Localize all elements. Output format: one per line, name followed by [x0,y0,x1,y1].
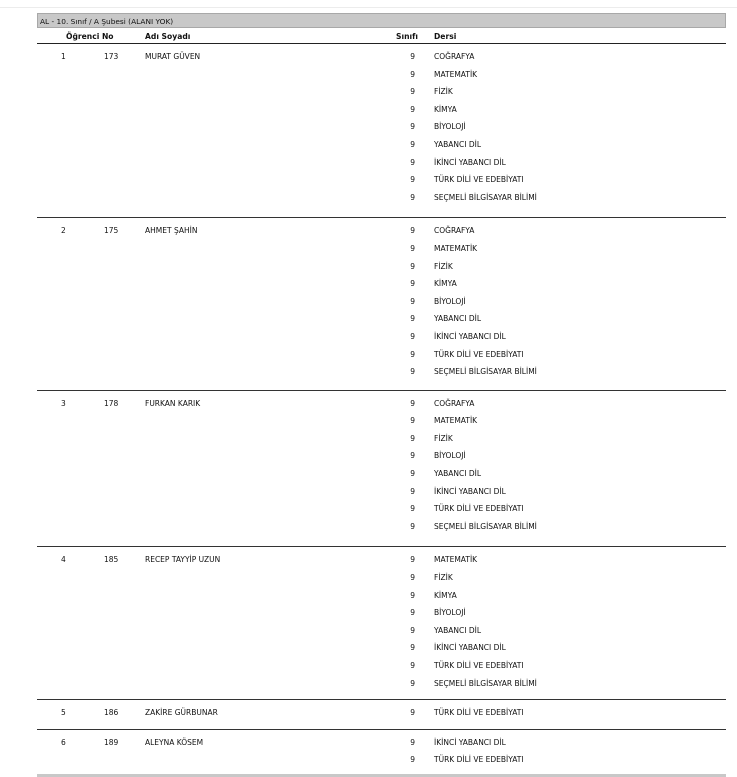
course-grade: 9 [410,643,415,653]
course-grade: 9 [410,104,415,114]
student-index: 6 [61,737,66,747]
course-row [37,703,726,721]
course-grade: 9 [410,590,415,600]
student-number: 186 [104,708,119,718]
course-grade: 9 [410,157,415,167]
student-index: 1 [61,52,66,61]
course-row [37,82,726,100]
course-name: MATEMATİK [434,243,478,253]
course-row [37,621,726,639]
student-number: 175 [104,226,119,236]
course-grade: 9 [410,226,415,236]
course-row [37,362,726,380]
course-row [37,733,726,751]
page-top-edge [0,7,737,8]
course-grade: 9 [410,279,415,289]
course-name: MATEMATİK [434,555,478,565]
course-row [37,446,726,464]
course-grade: 9 [410,573,415,583]
course-name: TÜRK DİLİ VE EDEBİYATI [434,504,524,514]
course-row [37,345,726,363]
student-number: 173 [104,52,119,61]
course-name: FİZİK [434,261,453,271]
course-row [37,117,726,135]
course-grade: 9 [410,433,415,443]
course-grade: 9 [410,367,415,377]
course-name: BİYOLOJİ [434,296,466,306]
course-row [37,327,726,345]
course-name: COĞRAFYA [434,52,475,61]
course-row [37,188,726,206]
course-name: İKİNCİ YABANCI DİL [434,737,506,747]
course-row [37,394,726,412]
course-name: TÜRK DİLİ VE EDEBİYATI [434,755,524,765]
course-row [37,656,726,674]
course-name: İKİNCİ YABANCI DİL [434,331,506,341]
student-index: 3 [61,398,66,408]
course-grade: 9 [410,349,415,359]
course-row [37,100,726,118]
course-list [37,703,726,721]
course-name: TÜRK DİLİ VE EDEBİYATI [434,708,524,718]
course-grade: 9 [410,737,415,747]
course-grade: 9 [410,608,415,618]
student-group [37,547,726,700]
course-row [37,429,726,447]
course-name: TÜRK DİLİ VE EDEBİYATI [434,175,524,185]
course-name: TÜRK DİLİ VE EDEBİYATI [434,661,524,670]
course-name: FİZİK [434,573,453,583]
course-name: İKİNCİ YABANCI DİL [434,643,506,653]
course-grade: 9 [410,243,415,253]
course-grade: 9 [410,192,415,202]
course-name: BİYOLOJİ [434,608,466,618]
course-name: YABANCI DİL [434,469,482,479]
course-name: TÜRK DİLİ VE EDEBİYATI [434,349,524,359]
course-grade: 9 [410,69,415,79]
course-grade: 9 [410,625,415,635]
course-grade: 9 [410,261,415,271]
course-name: YABANCI DİL [434,314,482,324]
student-name: RECEP TAYYİP UZUN [145,555,221,565]
course-grade: 9 [410,661,415,670]
course-list [37,394,726,535]
report-sheet [37,13,726,777]
section-title: AL - 10. Sınıf / A Şubesi (ALANI YOK) [40,17,174,26]
course-list [37,550,726,691]
course-row [37,257,726,275]
course-list [37,733,726,768]
course-grade: 9 [410,504,415,514]
course-row [37,638,726,656]
student-group [37,218,726,390]
course-list [37,221,726,379]
course-grade: 9 [410,755,415,765]
course-name: KİMYA [434,104,457,114]
course-row [37,239,726,257]
course-name: KİMYA [434,279,457,289]
student-number: 189 [104,737,119,747]
student-index: 4 [61,555,66,565]
course-grade: 9 [410,486,415,496]
course-name: YABANCI DİL [434,139,482,149]
course-grade: 9 [410,708,415,718]
course-name: BİYOLOJİ [434,122,466,132]
course-name: FİZİK [434,87,453,97]
course-name: SEÇMELİ BİLGİSAYAR BİLİMİ [434,367,537,377]
course-name: SEÇMELİ BİLGİSAYAR BİLİMİ [434,678,537,688]
header-sinifi: Sınıfı [396,32,418,41]
course-name: KİMYA [434,590,457,600]
course-name: MATEMATİK [434,416,478,426]
course-row [37,482,726,500]
student-name: ZAKİRE GÜRBUNAR [145,708,218,718]
course-row [37,499,726,517]
column-header-row [37,28,726,44]
course-row [37,517,726,535]
header-dersi: Dersi [434,32,457,41]
course-grade: 9 [410,314,415,324]
course-row [37,568,726,586]
course-grade: 9 [410,521,415,531]
course-row [37,309,726,327]
header-adi-soyadi: Adı Soyadı [145,32,191,41]
student-group [37,700,726,730]
course-row [37,750,726,768]
student-name: ALEYNA KÖSEM [145,737,204,747]
course-grade: 9 [410,175,415,185]
course-row [37,292,726,310]
student-name: FURKAN KARIK [145,398,201,408]
student-groups [37,44,726,774]
course-grade: 9 [410,52,415,61]
course-name: MATEMATİK [434,69,478,79]
course-grade: 9 [410,331,415,341]
header-ogrenci-no: Öğrenci No [66,32,114,41]
course-grade: 9 [410,296,415,306]
section-title-bar [37,13,726,28]
student-group [37,730,726,774]
course-grade: 9 [410,469,415,479]
course-row [37,274,726,292]
course-list [37,47,726,205]
student-name: MURAT GÜVEN [145,52,201,61]
course-name: COĞRAFYA [434,226,475,236]
course-name: İKİNCİ YABANCI DİL [434,157,506,167]
course-row [37,221,726,239]
course-name: İKİNCİ YABANCI DİL [434,486,506,496]
course-row [37,153,726,171]
course-name: COĞRAFYA [434,398,475,408]
course-name: FİZİK [434,433,453,443]
course-row [37,47,726,65]
course-name: SEÇMELİ BİLGİSAYAR BİLİMİ [434,521,537,531]
student-name: AHMET ŞAHİN [145,226,198,236]
course-grade: 9 [410,122,415,132]
course-row [37,603,726,621]
course-row [37,411,726,429]
course-row [37,674,726,692]
course-name: YABANCI DİL [434,625,482,635]
course-grade: 9 [410,678,415,688]
course-grade: 9 [410,87,415,97]
course-grade: 9 [410,416,415,426]
student-number: 178 [104,398,119,408]
course-row [37,135,726,153]
student-group [37,391,726,548]
student-index: 2 [61,226,66,236]
course-grade: 9 [410,451,415,461]
course-grade: 9 [410,139,415,149]
course-row [37,170,726,188]
student-group [37,44,726,218]
student-index: 5 [61,708,66,718]
course-row [37,550,726,568]
course-name: SEÇMELİ BİLGİSAYAR BİLİMİ [434,192,537,202]
course-row [37,586,726,604]
course-grade: 9 [410,398,415,408]
course-grade: 9 [410,555,415,565]
course-row [37,464,726,482]
student-number: 185 [104,555,119,565]
course-name: BİYOLOJİ [434,451,466,461]
course-row [37,65,726,83]
